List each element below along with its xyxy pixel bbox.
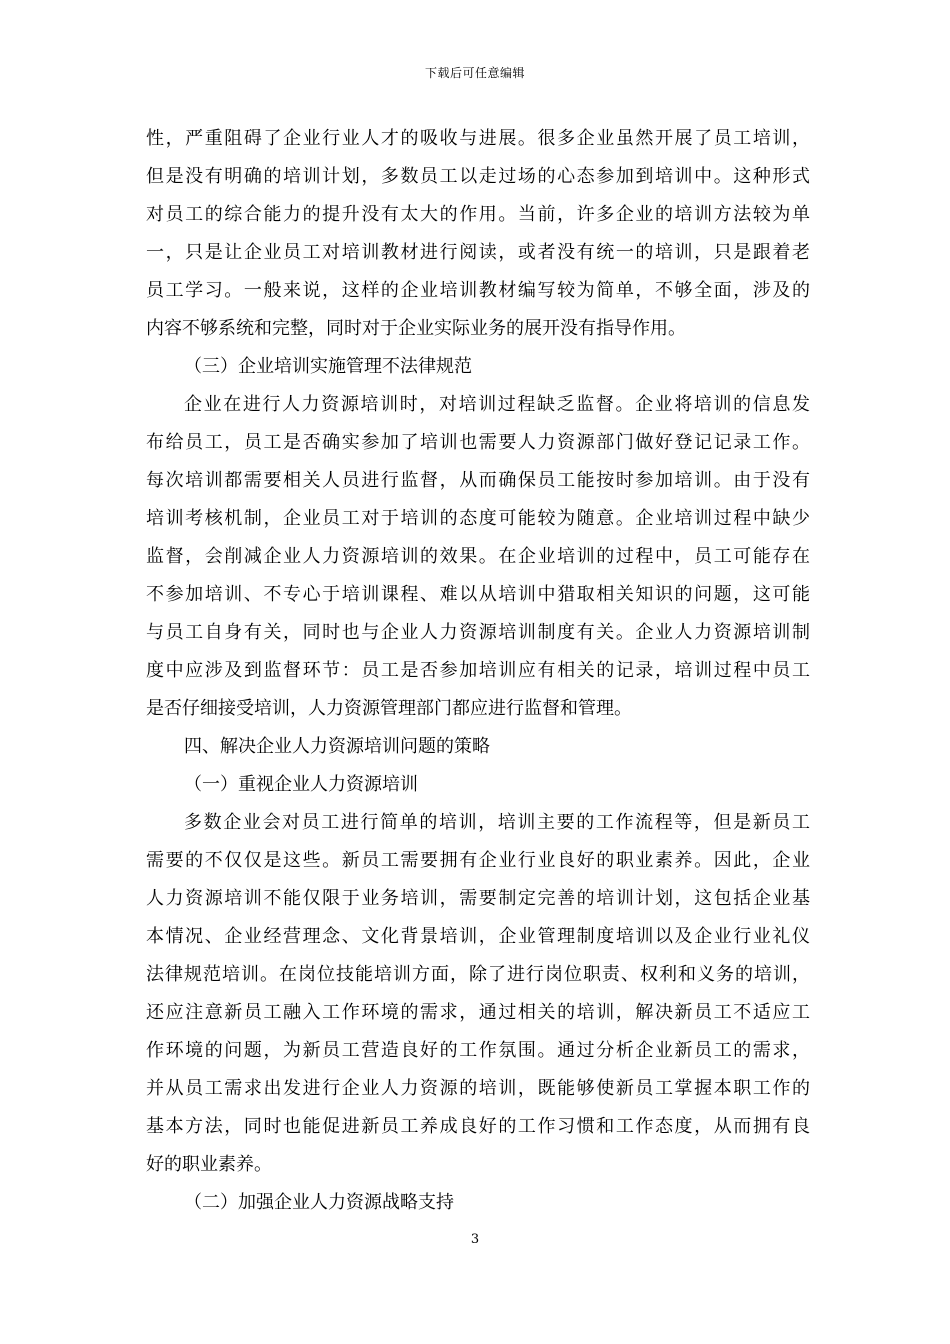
page-header: 下载后可任意编辑 — [424, 66, 525, 80]
text-line: 对员工的综合能力的提升没有太大的作用。当前，许多企业的培训方法较为单 — [146, 204, 810, 225]
text-line: 多数企业会对员工进行简单的培训，培训主要的工作流程等，但是新员工 — [184, 812, 810, 833]
text-line: 一，只是让企业员工对培训教材进行阅读，或者没有统一的培训，只是跟着老 — [146, 242, 810, 263]
text-line: 员工学习。一般来说，这样的企业培训教材编写较为简单，不够全面，涉及的 — [146, 280, 810, 301]
text-line: （二）加强企业人力资源战略支持 — [184, 1192, 454, 1213]
text-line: 监督，会削减企业人力资源培训的效果。在企业培训的过程中，员工可能存在 — [146, 546, 810, 567]
text-line: 需要的不仅仅是这些。新员工需要拥有企业行业良好的职业素养。因此，企业 — [146, 850, 810, 871]
text-line: 基本方法，同时也能促进新员工养成良好的工作习惯和工作态度，从而拥有良 — [146, 1116, 810, 1137]
text-line: 性，严重阻碍了企业行业人才的吸收与进展。很多企业虽然开展了员工培训， — [146, 128, 810, 149]
text-line: 本情况、企业经营理念、文化背景培训，企业管理制度培训以及企业行业礼仪 — [146, 926, 810, 947]
text-line: 度中应涉及到监督环节：员工是否参加培训应有相关的记录，培训过程中员工 — [146, 660, 810, 681]
text-line: 是否仔细接受培训，人力资源管理部门都应进行监督和管理。 — [146, 698, 632, 719]
text-line: 并从员工需求出发进行企业人力资源的培训，既能够使新员工掌握本职工作的 — [146, 1078, 810, 1099]
text-line: 培训考核机制，企业员工对于培训的态度可能较为随意。企业培训过程中缺少 — [146, 508, 810, 529]
text-line: 布给员工，员工是否确实参加了培训也需要人力资源部门做好登记记录工作。 — [146, 432, 810, 453]
text-line: 四、解决企业人力资源培训问题的策略 — [184, 736, 490, 757]
text-line: 但是没有明确的培训计划，多数员工以走过场的心态参加到培训中。这种形式 — [146, 166, 810, 187]
text-line: 内容不够系统和完整，同时对于企业实际业务的展开没有指导作用。 — [146, 318, 686, 339]
text-line: 好的职业素养。 — [146, 1154, 272, 1175]
text-line: 每次培训都需要相关人员进行监督，从而确保员工能按时参加培训。由于没有 — [146, 470, 810, 491]
page-number: 3 — [470, 1232, 480, 1247]
text-line: 企业在进行人力资源培训时，对培训过程缺乏监督。企业将培训的信息发 — [184, 394, 810, 415]
text-line: 还应注意新员工融入工作环境的需求，通过相关的培训，解决新员工不适应工 — [146, 1002, 810, 1023]
text-line: 与员工自身有关，同时也与企业人力资源培训制度有关。企业人力资源培训制 — [146, 622, 810, 643]
text-line: 人力资源培训不能仅限于业务培训，需要制定完善的培训计划，这包括企业基 — [146, 888, 810, 909]
text-line: 法律规范培训。在岗位技能培训方面，除了进行岗位职责、权利和义务的培训， — [146, 964, 810, 985]
text-line: （三）企业培训实施管理不法律规范 — [184, 356, 472, 377]
text-line: 作环境的问题，为新员工营造良好的工作氛围。通过分析企业新员工的需求， — [146, 1040, 810, 1061]
text-line: 不参加培训、不专心于培训课程、难以从培训中猎取相关知识的问题，这可能 — [146, 584, 810, 605]
document-body — [146, 120, 810, 1222]
text-line: （一）重视企业人力资源培训 — [184, 774, 418, 795]
